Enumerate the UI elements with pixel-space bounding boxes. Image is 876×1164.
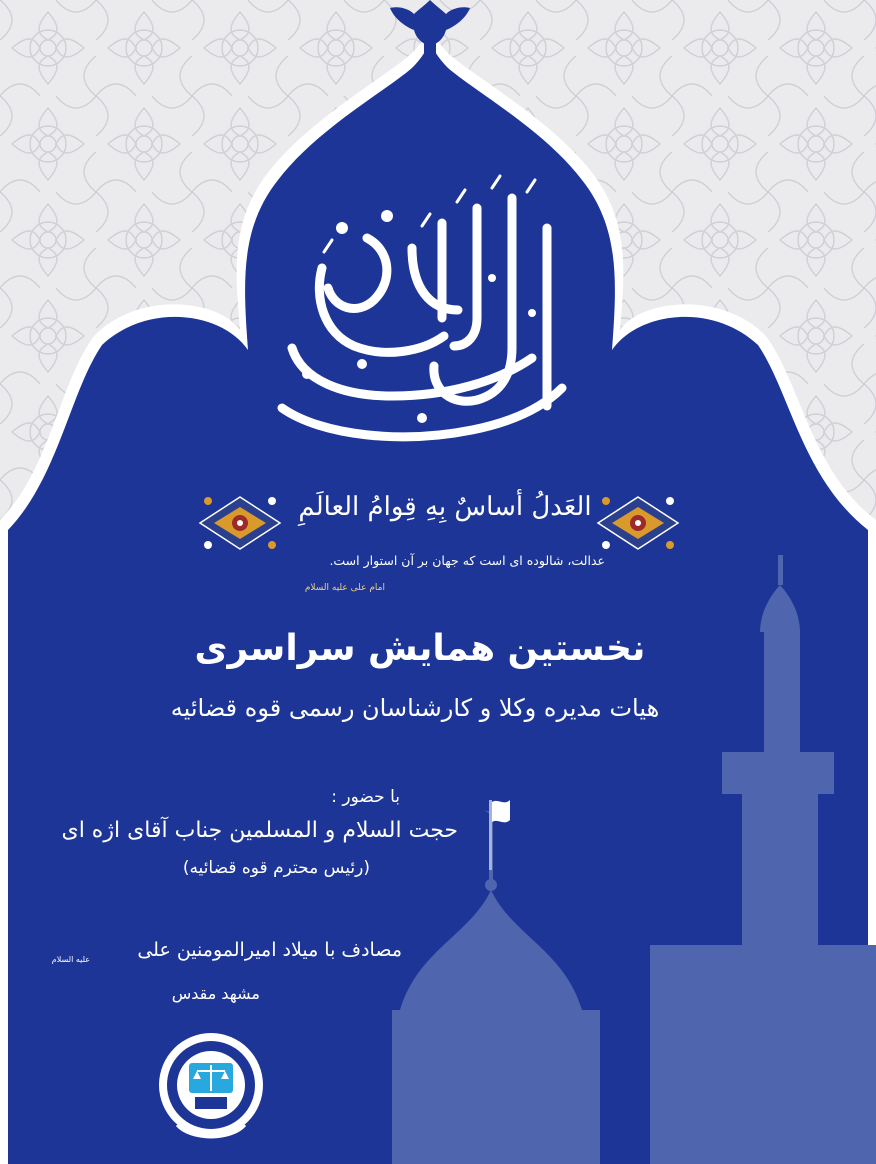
building-silhouette [650,945,876,1164]
event-subtitle: هیات مدیره وکلا و کارشناسان رسمی قوه قضائیه [170,694,660,722]
event-location: مشهد مقدس [171,984,260,1003]
guest-name: حجت السلام و المسلمین جناب آقای اژه ای [61,818,458,843]
judiciary-experts-logo [159,1033,263,1137]
arabic-calligraphy-emblem [262,168,582,458]
quote-persian: عدالت، شالوده ای است که جهان بر آن استوار است. [329,553,605,568]
occasion-text: مصادف با میلاد امیرالمومنین علی [137,939,402,961]
quote-source: امام علی علیه السلام [304,583,385,593]
quote-arabic: العَدلُ أساسٌ بِهِ قِوامُ العالَمِ [298,492,592,522]
guest-role: (رئیس محترم قوه قضائیه) [182,858,370,878]
presence-label: با حضور : [331,787,400,807]
occasion-honorific: علیه السلام [51,955,90,964]
event-title: نخستین همایش سراسری [194,628,646,669]
